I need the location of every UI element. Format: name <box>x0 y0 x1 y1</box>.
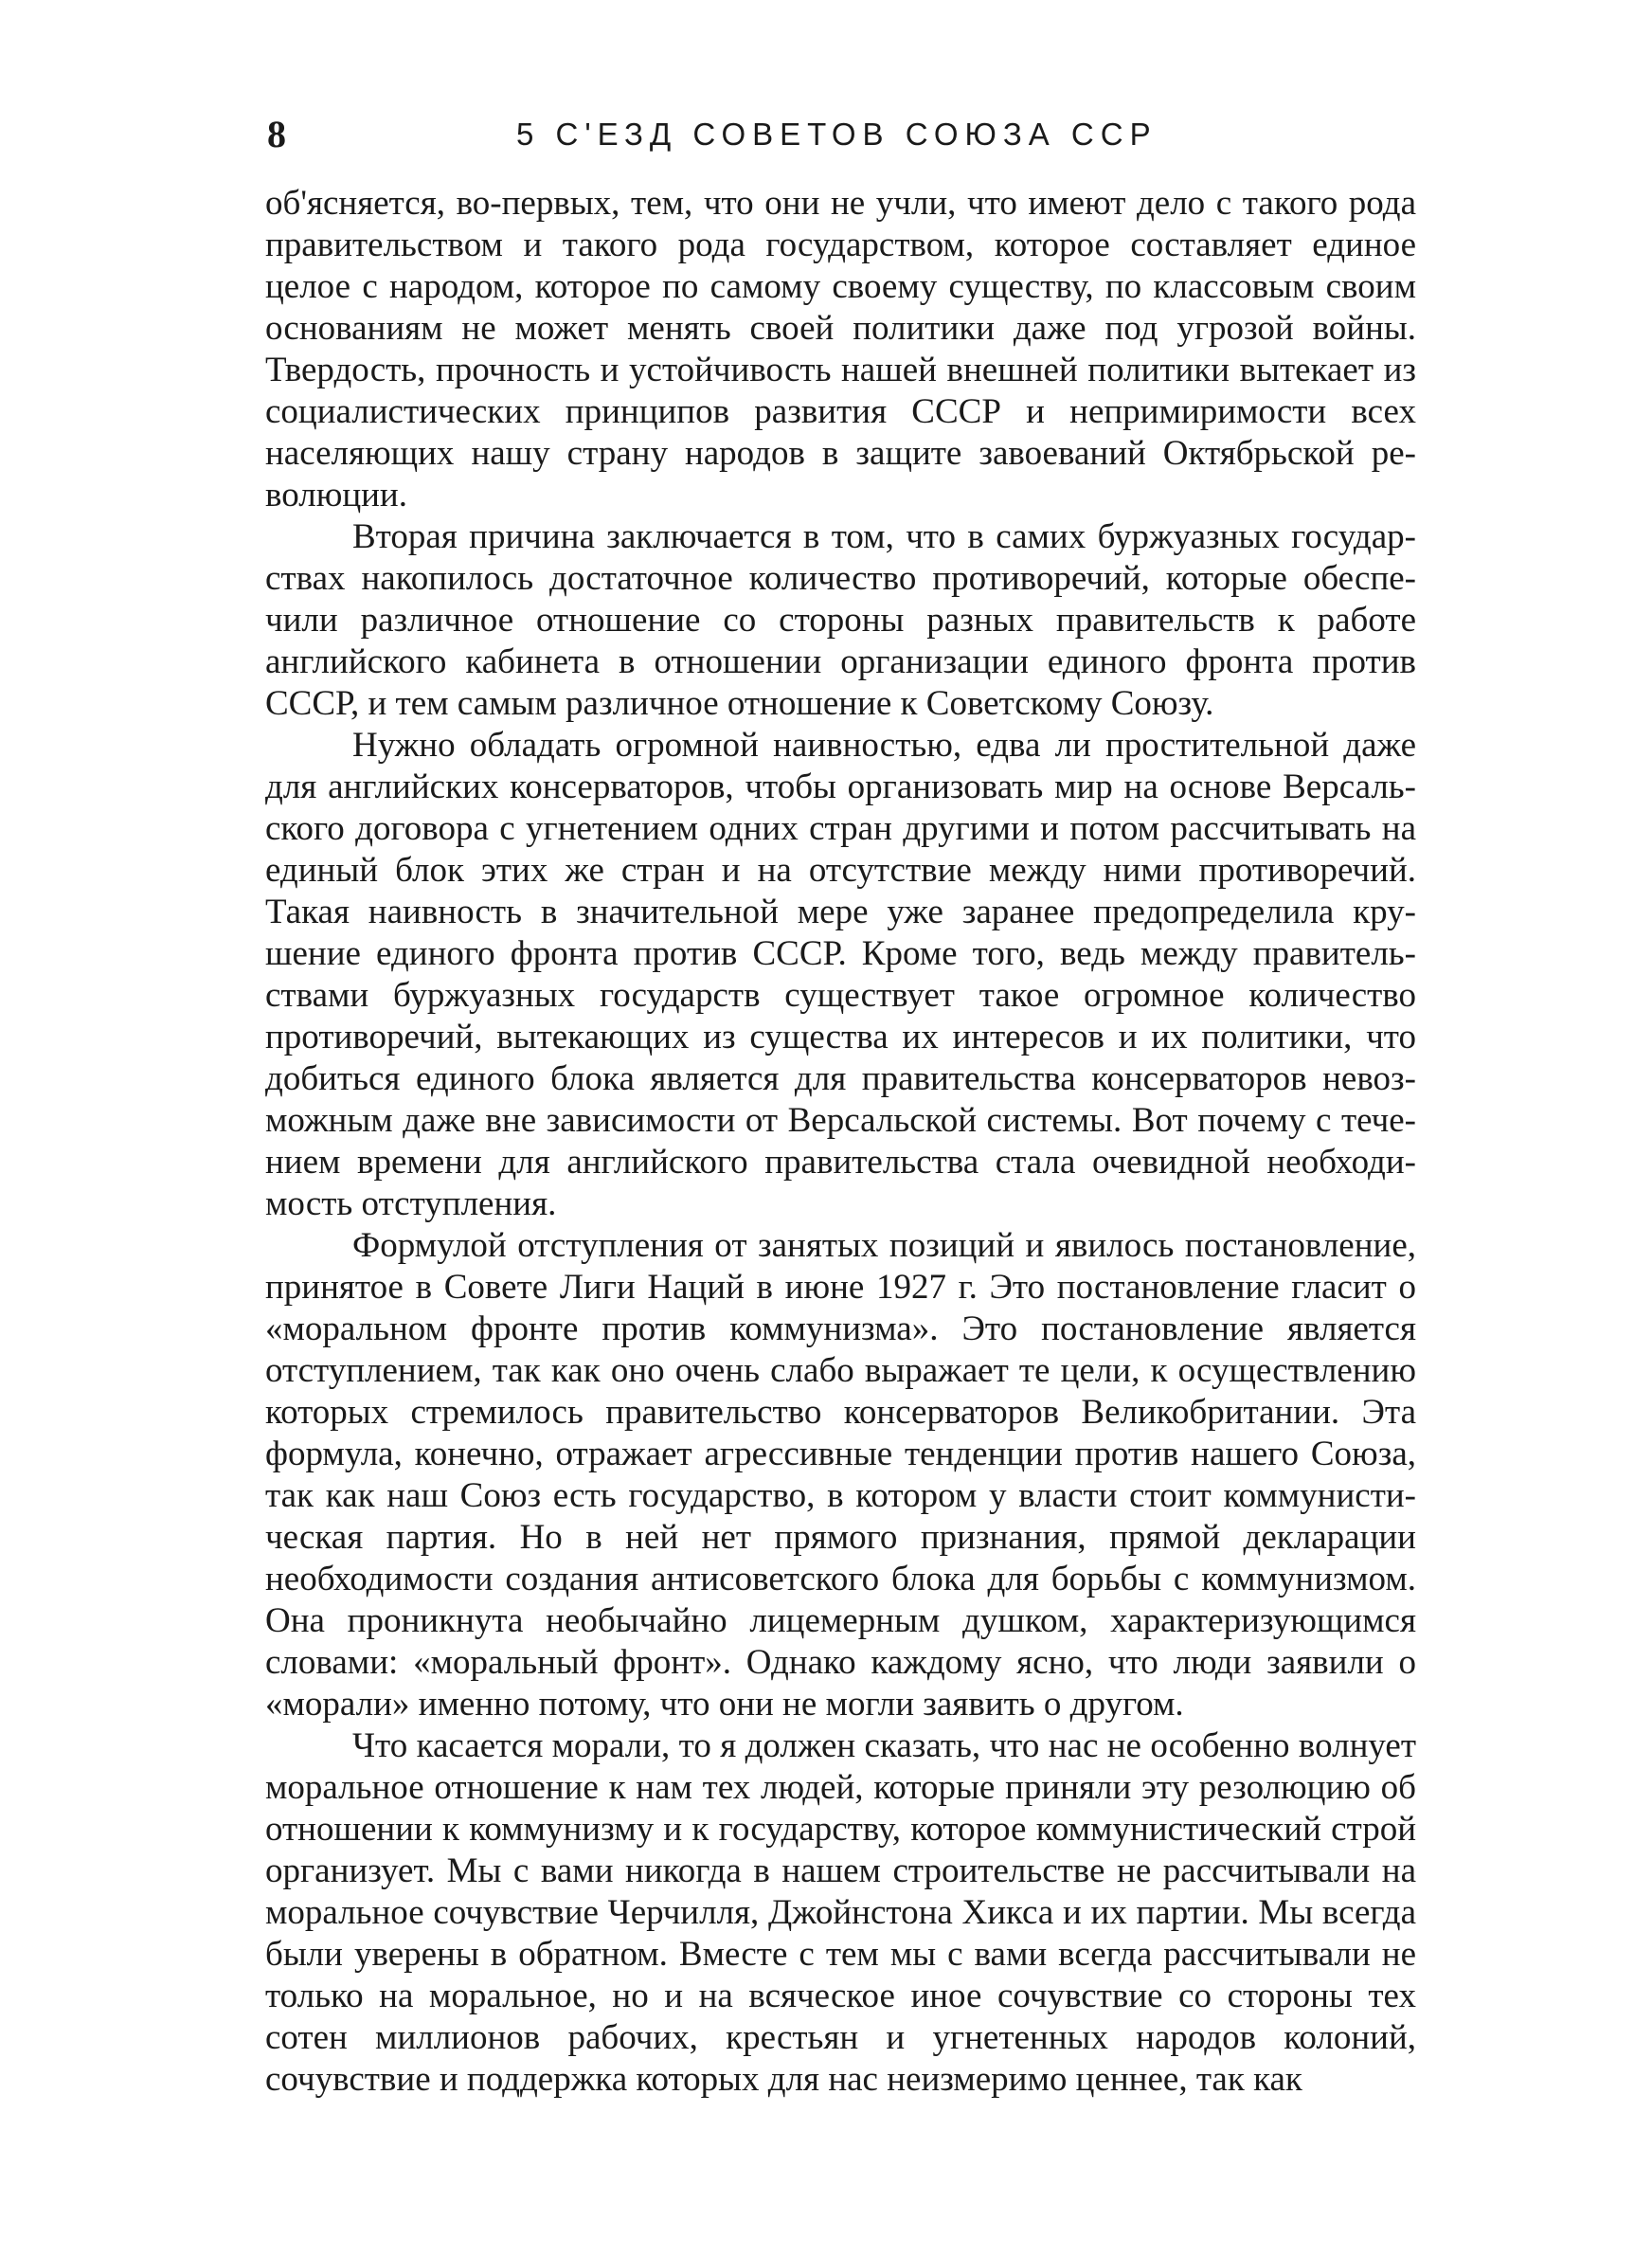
paragraph-5: Что касается морали, то я должен сказать, что нас не особенно волнует моральное отношение к нам тех людей, которые приняли эту резолюцию об отношении к коммунизму и к государству, которое коммунистический строй организует. Мы с вами никогда в нашем строительстве не рассчитывали на моральное сочувствие Черчилля, Джойнстона Хикса и их партии. Мы всегда были уверены в обратном. Вместе с тем мы с вами всегда рассчитывали не только на моральное, но и на всяческое иное сочувствие со стороны тех сотен миллионов рабочих, крестьян и угнетенных народов колоний, сочувствие и поддержка которых для нас неизмеримо ценнее, так как <box>265 1726 1416 2099</box>
paragraph-1: об'ясняется, во-первых, тем, что они не учли, что имеют дело с такого рода правительством и такого рода государством, которое составляет единое целое с народом, которое по самому своему существу, по классовым своим основаниям не может менять своей политики даже под угрозой войны. Твердость, прочность и устойчивость нашей внешней политики вытекает из социалистических принципов развития СССР и непримиримости всех населяющих нашу страну народов в защите завоеваний Октябрьской революции. <box>265 184 1416 515</box>
running-header-title: 5 С'ЕЗД СОВЕТОВ СОЮЗА ССР <box>516 117 1158 152</box>
page-number: 8 <box>267 113 286 155</box>
body-text <box>265 183 1416 2101</box>
paragraph-3: Нужно обладать огромной наивностью, едва ли простительной даже для английских консерваторов, чтобы организовать мир на основе Версальского договора с угнетением одних стран другими и потом рассчитывать на единый блок этих же стран и на отсутствие между ними противоречий. Такая наивность в значительной мере уже заранее предопределила крушение единого фронта против СССР. Кроме того, ведь между правительствами буржуазных государств существует такое огромное количество противоречий, вытекающих из существа их интересов и их политики, что добиться единого блока является для правительства консерваторов невозможным даже вне зависимости от Версальской системы. Вот почему с течением времени для английского правительства стала очевидной необходимость отступления. <box>265 726 1416 1223</box>
paragraph-2: Вторая причина заключается в том, что в самих буржуазных государствах накопилось достаточное количество противоречий, которые обеспечили различное отношение со стороны разных правительств к работе английского кабинета в отношении организации единого фронта против СССР, и тем самым различное отношение к Советскому Союзу. <box>265 517 1416 723</box>
paragraph-4: Формулой отступления от занятых позиций и явилось постановление, принятое в Совете Лиги Наций в июне 1927 г. Это постановление гласит о «моральном фронте против коммунизма». Это постановление является отступлением, так как оно очень слабо выражает те цели, к осуществлению которых стремилось правительство консерваторов Великобритании. Эта формула, конечно, отражает агрессивные тенденции против нашего Союза, так как наш Союз есть государство, в котором у власти стоит коммунистическая партия. Но в ней нет прямого признания, прямой декларации необходимости создания антисоветского блока для борьбы с коммунизмом. Она проникнута необычайно лицемерным душком, характеризующимся словами: «моральный фронт». Однако каждому ясно, что люди заявили о «морали» именно потому, что они не могли заявить о другом. <box>265 1226 1416 1724</box>
running-header <box>265 106 1416 163</box>
